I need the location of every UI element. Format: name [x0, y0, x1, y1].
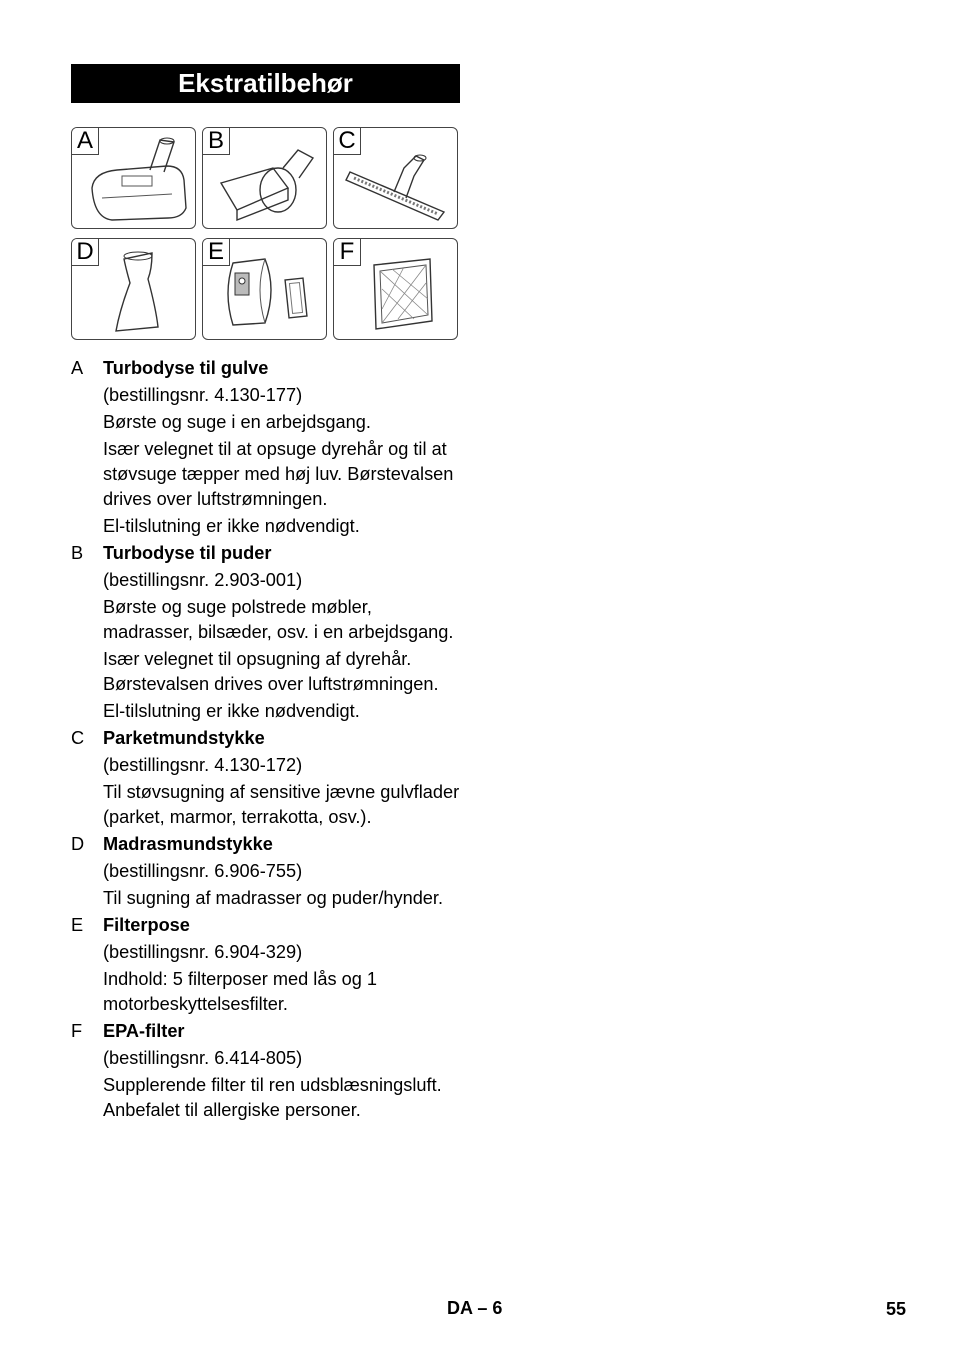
item-order-number: (bestillingsnr. 2.903-001): [103, 570, 303, 590]
list-item: [71, 726, 463, 830]
tile-d: [71, 238, 196, 340]
item-key: E: [71, 915, 84, 935]
item-order-number: (bestillingsnr. 6.904-329): [103, 942, 303, 962]
item-text: Især velegnet til opsugning af dyrehår. Børstevalsen drives over luftstrømningen.: [103, 649, 439, 694]
item-name: Parketmundstykke: [103, 728, 265, 748]
item-key: C: [71, 728, 85, 748]
item-key: A: [71, 358, 84, 378]
tile-c: [333, 127, 458, 229]
item-text: El-tilslutning er ikke nødvendigt.: [103, 701, 360, 721]
item-name: Filterpose: [103, 915, 190, 935]
list-item: [71, 541, 463, 724]
tile-letter: B: [203, 128, 230, 155]
item-name: Turbodyse til gulve: [103, 358, 269, 378]
list-item: [71, 832, 463, 911]
page-number: 55: [885, 1299, 906, 1319]
item-text: Børste og suge i en arbejdsgang.: [103, 412, 371, 432]
item-text: Supplerende filter til ren udsblæsningsluft. Anbefalet til allergiske personer.: [103, 1075, 442, 1120]
tile-letter: E: [203, 239, 230, 266]
item-key: F: [71, 1021, 83, 1041]
accessory-image-grid: [71, 127, 460, 341]
item-key: B: [71, 543, 84, 563]
item-name: EPA-filter: [103, 1021, 185, 1041]
item-text: Især velegnet til at opsuge dyrehår og til at støvsuge tæpper med høj luv. Børstevalsen drives over luftstrømningen.: [103, 439, 454, 509]
item-text: Til sugning af madrasser og puder/hynder.: [103, 888, 444, 908]
item-text: El-tilslutning er ikke nødvendigt.: [103, 516, 360, 536]
item-order-number: (bestillingsnr. 4.130-177): [103, 385, 303, 405]
item-order-number: (bestillingsnr. 6.414-805): [103, 1048, 303, 1068]
list-item: [71, 913, 463, 1017]
item-text: Børste og suge polstrede møbler, madrasser, bilsæder, osv. i en arbejdsgang.: [103, 597, 454, 642]
tile-letter: C: [334, 128, 361, 155]
tile-b: [202, 127, 327, 229]
page-title: Ekstratilbehør: [71, 64, 460, 103]
tile-f: [333, 238, 458, 340]
item-name: Madrasmundstykke: [103, 834, 273, 854]
item-order-number: (bestillingsnr. 6.906-755): [103, 861, 303, 881]
tile-letter: A: [72, 128, 99, 155]
tile-a: [71, 127, 196, 229]
item-text: Til støvsugning af sensitive jævne gulvflader (parket, marmor, terrakotta, osv.).: [103, 782, 460, 827]
section-page-label: DA – 6: [447, 1298, 503, 1318]
list-item: [71, 356, 463, 539]
item-key: D: [71, 834, 85, 854]
item-name: Turbodyse til puder: [103, 543, 272, 563]
tile-letter: D: [72, 239, 99, 266]
item-order-number: (bestillingsnr. 4.130-172): [103, 755, 303, 775]
tile-letter: F: [334, 239, 361, 266]
tile-e: [202, 238, 327, 340]
accessory-list: [71, 356, 463, 1125]
item-text: Indhold: 5 filterposer med lås og 1 motorbeskyttelsesfilter.: [103, 969, 377, 1014]
list-item: [71, 1019, 463, 1123]
